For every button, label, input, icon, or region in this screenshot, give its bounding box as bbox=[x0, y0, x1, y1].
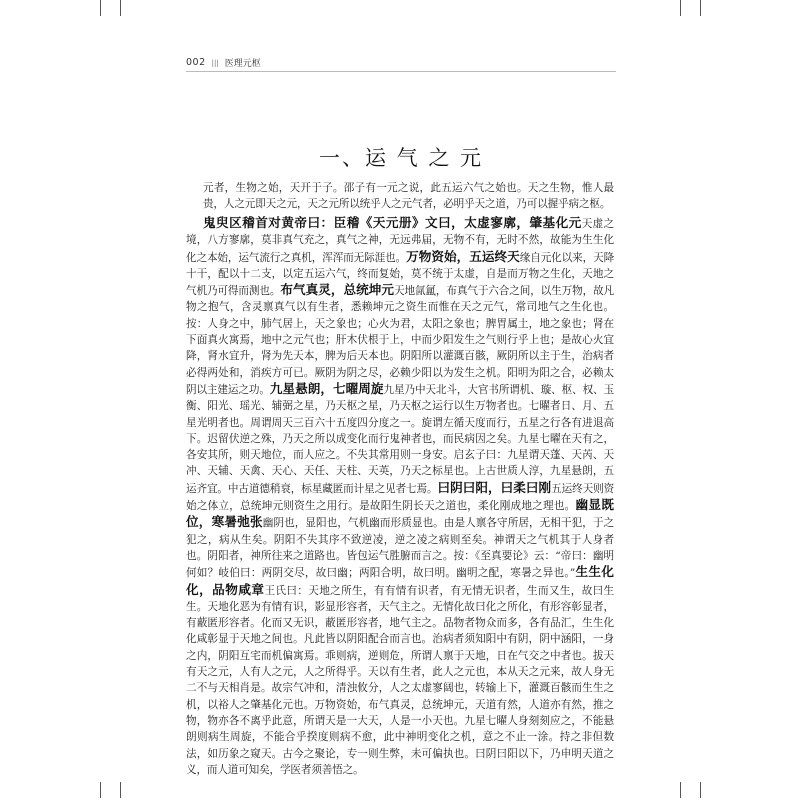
header-rule bbox=[186, 71, 616, 72]
commentary-text: 王氏曰：天地之所生，有有情有识者，有无情无识者，生而又生，故曰生生。天地化恶为有情有识，影显形容者，天气主之。无情化故曰化之所化，有形容彰显者，有蔽匿形容者。化而又无识，蔽匿形容者，地气主之。品物者物众而多，各有品汇，生生化化咸彰显于天地之间也。凡此皆以阴阳配合而言也。治病者须知阳中有阴，阴中涵阳，一身之内，阴阳互宅而机偏寓焉。乖则病，逆则危，所谓人禀于天地，日在气交之中者也。拔天有天之元，人有人之元，人之所得乎。天以有生者，此人之元也，本从天之元来，故人身无二不与天相肖是。故宗气冲和，清浊攸分，人之太虚寥阔也，转输上下，灌溉百骸而生生之机，以裕人之肇基化元也。万物资始，布气真灵，总统坤元，天道有然，人道亦有然，推之物，物亦各不离乎此意，所谓天是一大天，人是一小天也。九星七曜人身刻刻应之，不能悬朗则病生周旋，不能合乎揆度则病不愈，此中神明变化之机，意之不止一涂。持之非但数法，如历象之窥天。古今之聚论，专一则生弊，未可偏执也。曰阴曰阳以下，乃申明天道之义，而人道可知矣，学医者须善悟之。 bbox=[186, 584, 615, 776]
crop-mark-bottom-right-inner bbox=[700, 782, 701, 798]
classic-text: 曰阴曰阳，曰柔曰刚 bbox=[437, 479, 552, 495]
header-separator-icon: ||| bbox=[211, 58, 219, 67]
commentary-text: 九星乃中天北斗，大官书所谓机、璇、枢、权、玉衡、阳光、瑶光、辅弼之星，乃天枢之星，乃天枢之运行以生万物者也。七曜者日、月、五星光明者也。周谓周天三百六十五度四分度之一。旋谓左循天度而行，五星之行各有进退高下。迟留伏逆之殊，乃天之所以成变化而行鬼神者也，而民病因之矣。九星七曜在天有之，各安其所，则天地位，而人应之。不失其常用则一身安。启玄子曰：九星谓天蓬、天芮、天冲、天辅、天禽、天心、天任、天柱、天英，乃天之标星也。上古世质人淳，九星悬朗，五运齐宜。中古道德稍衰，标星藏匿而计星之见者七焉。 bbox=[186, 383, 615, 495]
intro-paragraph: 元者，生物之始，天开于子。邵子有一元之说，此五运六气之始也。天之生物，惟人最贵，人之元即天之元，天之元所以统乎人之元气者，必明乎天之道，乃可以握乎病之枢。 bbox=[203, 182, 614, 211]
commentary-text: 幽阴也，显阳也，气机幽而形质显也。由是人禀各守所居，无相干犯，于之犯之，病从生矣。阴阳不失其序不致逆凌，逆之凌之病则至矣。神谓天之气机其于人身者也。阴阳者，神所往来之道路也。皆包运气胜腑而言之。按：《至真要论》云：“帝曰：幽明何如？岐伯曰：两阴交尽，故曰幽；两阳合明，故曰明。幽明之配，寒暑之异也。” bbox=[186, 517, 614, 580]
classic-text: 幽显既位，寒暑弛张 bbox=[186, 497, 614, 530]
body-text bbox=[186, 215, 614, 778]
running-header bbox=[186, 56, 261, 69]
section-title: 一、运 气 之 元 bbox=[318, 146, 484, 170]
classic-text: 生生化化，品物咸章 bbox=[186, 564, 614, 597]
crop-mark-bottom-right bbox=[680, 782, 681, 798]
crop-mark-top-left bbox=[100, 0, 101, 16]
classic-text: 九星悬朗，七曜周旋 bbox=[269, 380, 384, 396]
classic-text: 鬼臾区稽首对黄帝曰：臣稽《天元册》文曰，太虚寥廓，肇基化元 bbox=[203, 215, 582, 230]
crop-mark-top-left-inner bbox=[120, 0, 121, 16]
page-number: 002 bbox=[186, 57, 206, 68]
crop-mark-top-right bbox=[680, 0, 681, 16]
crop-mark-top-right-inner bbox=[700, 0, 701, 16]
classic-text: 万物资始，五运终天 bbox=[406, 248, 520, 264]
crop-mark-bottom-left bbox=[100, 782, 101, 798]
commentary-text: 缘自元化以来，天降十干，配以十二支，以定五运六气，终而复始，莫不统于太虚，自是而万物之生化，天地之气机乃可得而测也。 bbox=[186, 251, 615, 298]
commentary-text: 天虚之境，八方寥廓，莫非真气充之，真气之神，无远弗届，无物不有，无时不然，故能为生生化化之本始，运气流行之真机，浑浑而无际涯也。 bbox=[186, 218, 614, 264]
crop-mark-bottom-left-inner bbox=[120, 782, 121, 798]
book-title: 医理元枢 bbox=[224, 59, 261, 69]
classic-text: 布气真灵，总统坤元 bbox=[280, 282, 394, 298]
commentary-text: 天地氤氲，布真气于六合之间，以生万物，故凡物之抱气，含灵禀真气以有生者，悉赖坤元之资生而惟在天之元气，常司地气之生化也。按：人身之中，肺气居上，天之象也；心火为君，太阳之象也；脾胃属土，地之象也；肾在下面真火寓焉，地中之元气也；肝木伏根于上，中而少阳发生之气则行乎上也；是故心火宜降，肾水宜升，肾为先天本，脾为后天本也。阴阳所以灌溉百骸，厥阴所以主于生，治病者必得两处和，消疾方可已。厥阴为阴之尽，必赖少阳以为发生之机。阳明为阳之合，必赖太阴以主建运之功。 bbox=[186, 285, 615, 396]
commentary-text: 五运终天则资始之体立，总统坤元则资生之用行。是故阳生阴长天之道也，柔化刚成地之理也。 bbox=[186, 482, 615, 513]
